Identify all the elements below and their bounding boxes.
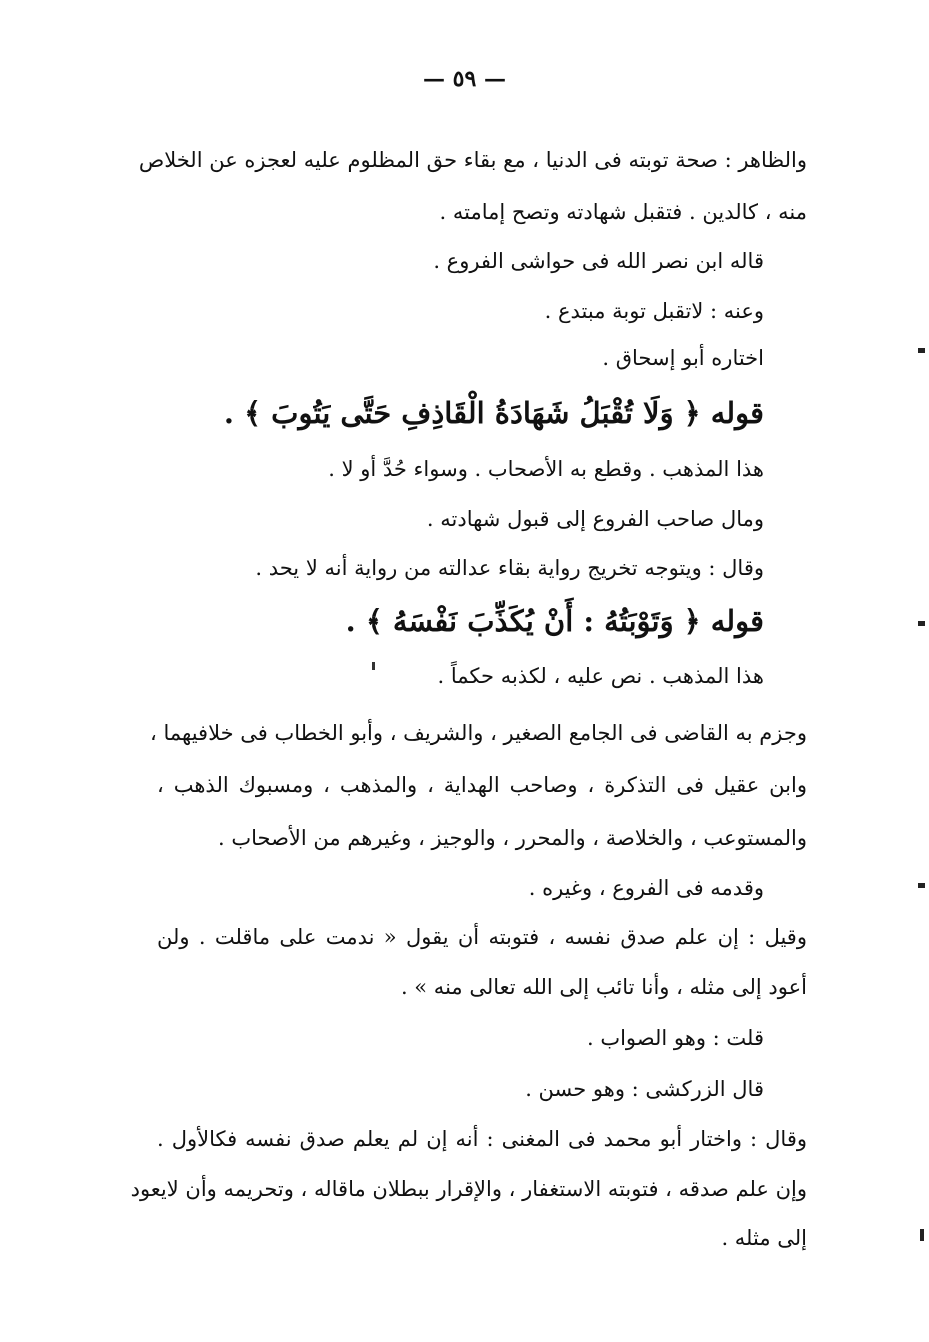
quoted-verse-heading: قوله ﴿ وَلَا تُقْبَلُ شَهَادَةُ الْقَاذِفِ حَتَّى يَتُوبَ ﴾ . — [223, 396, 764, 430]
margin-mark — [920, 1229, 924, 1241]
text-line: والمستوعب ، والخلاصة ، والمحرر ، والوجيز ، وغيرهم من الأصحاب . — [218, 826, 807, 850]
text-line: اختاره أبو إسحاق . — [602, 346, 764, 370]
text-line: إلى مثله . — [721, 1226, 807, 1250]
margin-mark — [918, 621, 925, 626]
text-line: وقيل : إن علم صدق نفسه ، فتوبته أن يقول « ندمت على ماقلت . ولن — [157, 925, 807, 949]
margin-mark — [918, 348, 925, 353]
text-line: والظاهر : صحة توبته فى الدنيا ، مع بقاء حق المظلوم عليه لعجزه عن الخلاص — [138, 148, 807, 172]
quoted-verse-heading: قوله ﴿ وَتَوْبَتُهُ : أَنْ يُكَذِّبَ نَفْسَهُ ﴾ . — [345, 604, 764, 638]
text-line: قال الزركشى : وهو حسن . — [525, 1077, 764, 1101]
text-line: قاله ابن نصر الله فى حواشى الفروع . — [433, 249, 764, 273]
text-line: هذا المذهب . نص عليه ، لكذبه حكماً . — [437, 664, 764, 688]
text-line: منه ، كالدين . فتقبل شهادته وتصح إمامته . — [439, 200, 807, 224]
page-number: — ٥٩ — — [423, 66, 506, 92]
text-line: وعنه : لاتقبل توبة مبتدع . — [544, 299, 764, 323]
text-line: وقال : ويتوجه تخريج رواية بقاء عدالته من رواية أنه لا يحد . — [255, 556, 764, 580]
text-line: ومال صاحب الفروع إلى قبول شهادته . — [426, 507, 764, 531]
text-line: وإن علم صدقه ، فتوبته الاستغفار ، والإقرار ببطلان ماقاله ، وتحريمه وأن لايعود — [130, 1177, 807, 1201]
text-line: هذا المذهب . وقطع به الأصحاب . وسواء حُدَّ أو لا . — [328, 457, 764, 481]
margin-mark — [918, 883, 925, 888]
text-line: وقدمه فى الفروع ، وغيره . — [528, 876, 764, 900]
text-line: وجزم به القاضى فى الجامع الصغير ، والشريف ، وأبو الخطاب فى خلافيهما ، — [150, 721, 807, 745]
text-line: قلت : وهو الصواب . — [586, 1026, 764, 1050]
text-line: وقال : واختار أبو محمد فى المغنى : أنه إن لم يعلم صدق نفسه فكالأول . — [157, 1127, 807, 1151]
ink-speck — [372, 662, 375, 670]
text-line: أعود إلى مثله ، وأنا تائب إلى الله تعالى منه » . — [400, 975, 807, 999]
text-line: وابن عقيل فى التذكرة ، وصاحب الهداية ، والمذهب ، ومسبوك الذهب ، — [157, 773, 807, 797]
